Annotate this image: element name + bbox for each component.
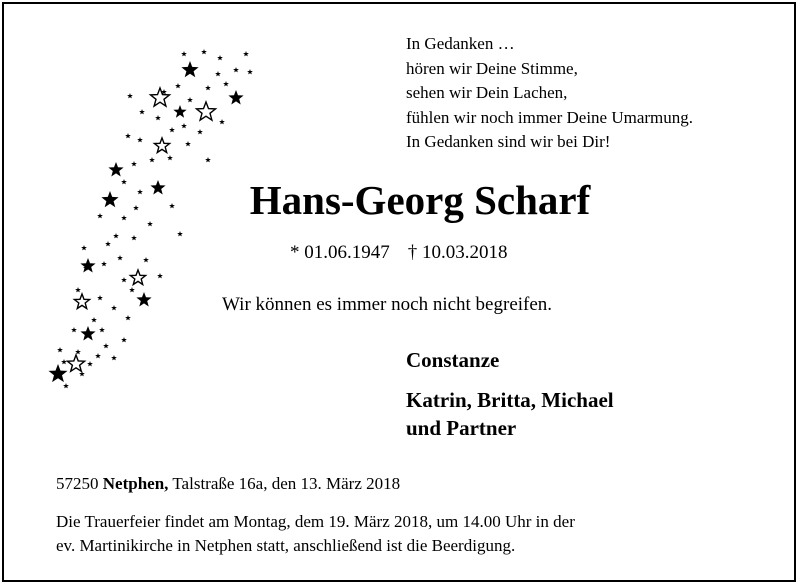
memorial-quote: Wir können es immer noch nicht begreifen.: [222, 294, 553, 315]
address-city: Netphen,: [102, 474, 169, 493]
funeral-info: [56, 510, 575, 558]
address-rest: Talstraße 16a, den 13. März 2018: [172, 474, 401, 493]
funeral-line: ev. Martinikirche in Netphen statt, anschließend ist die Beerdigung.: [56, 536, 516, 555]
poem-line: fühlen wir noch immer Deine Umarmung.: [406, 107, 694, 127]
poem-line: In Gedanken sind wir bei Dir!: [406, 132, 611, 151]
signers: [406, 346, 614, 442]
poem: [406, 32, 693, 155]
funeral-line: Die Trauerfeier findet am Montag, dem 19. März 2018, um 14.00 Uhr in der: [56, 512, 575, 531]
poem-line: hören wir Deine Stimme,: [406, 58, 578, 78]
poem-line: In Gedanken …: [406, 34, 515, 53]
address-zip: 57250: [56, 474, 99, 493]
poem-line: sehen wir Dein Lachen,: [406, 83, 568, 102]
life-dates: [290, 242, 508, 264]
signer-partner: und Partner: [406, 416, 517, 440]
death-date: † 10.03.2018: [407, 242, 508, 263]
signer-name: Constanze: [406, 348, 500, 372]
address-line: [56, 474, 400, 494]
birth-date: * 01.06.1947: [290, 242, 390, 263]
signer-group: [406, 386, 614, 442]
deceased-name: Hans-Georg Scharf: [249, 177, 591, 223]
signer-names: Katrin, Britta, Michael: [406, 388, 614, 412]
